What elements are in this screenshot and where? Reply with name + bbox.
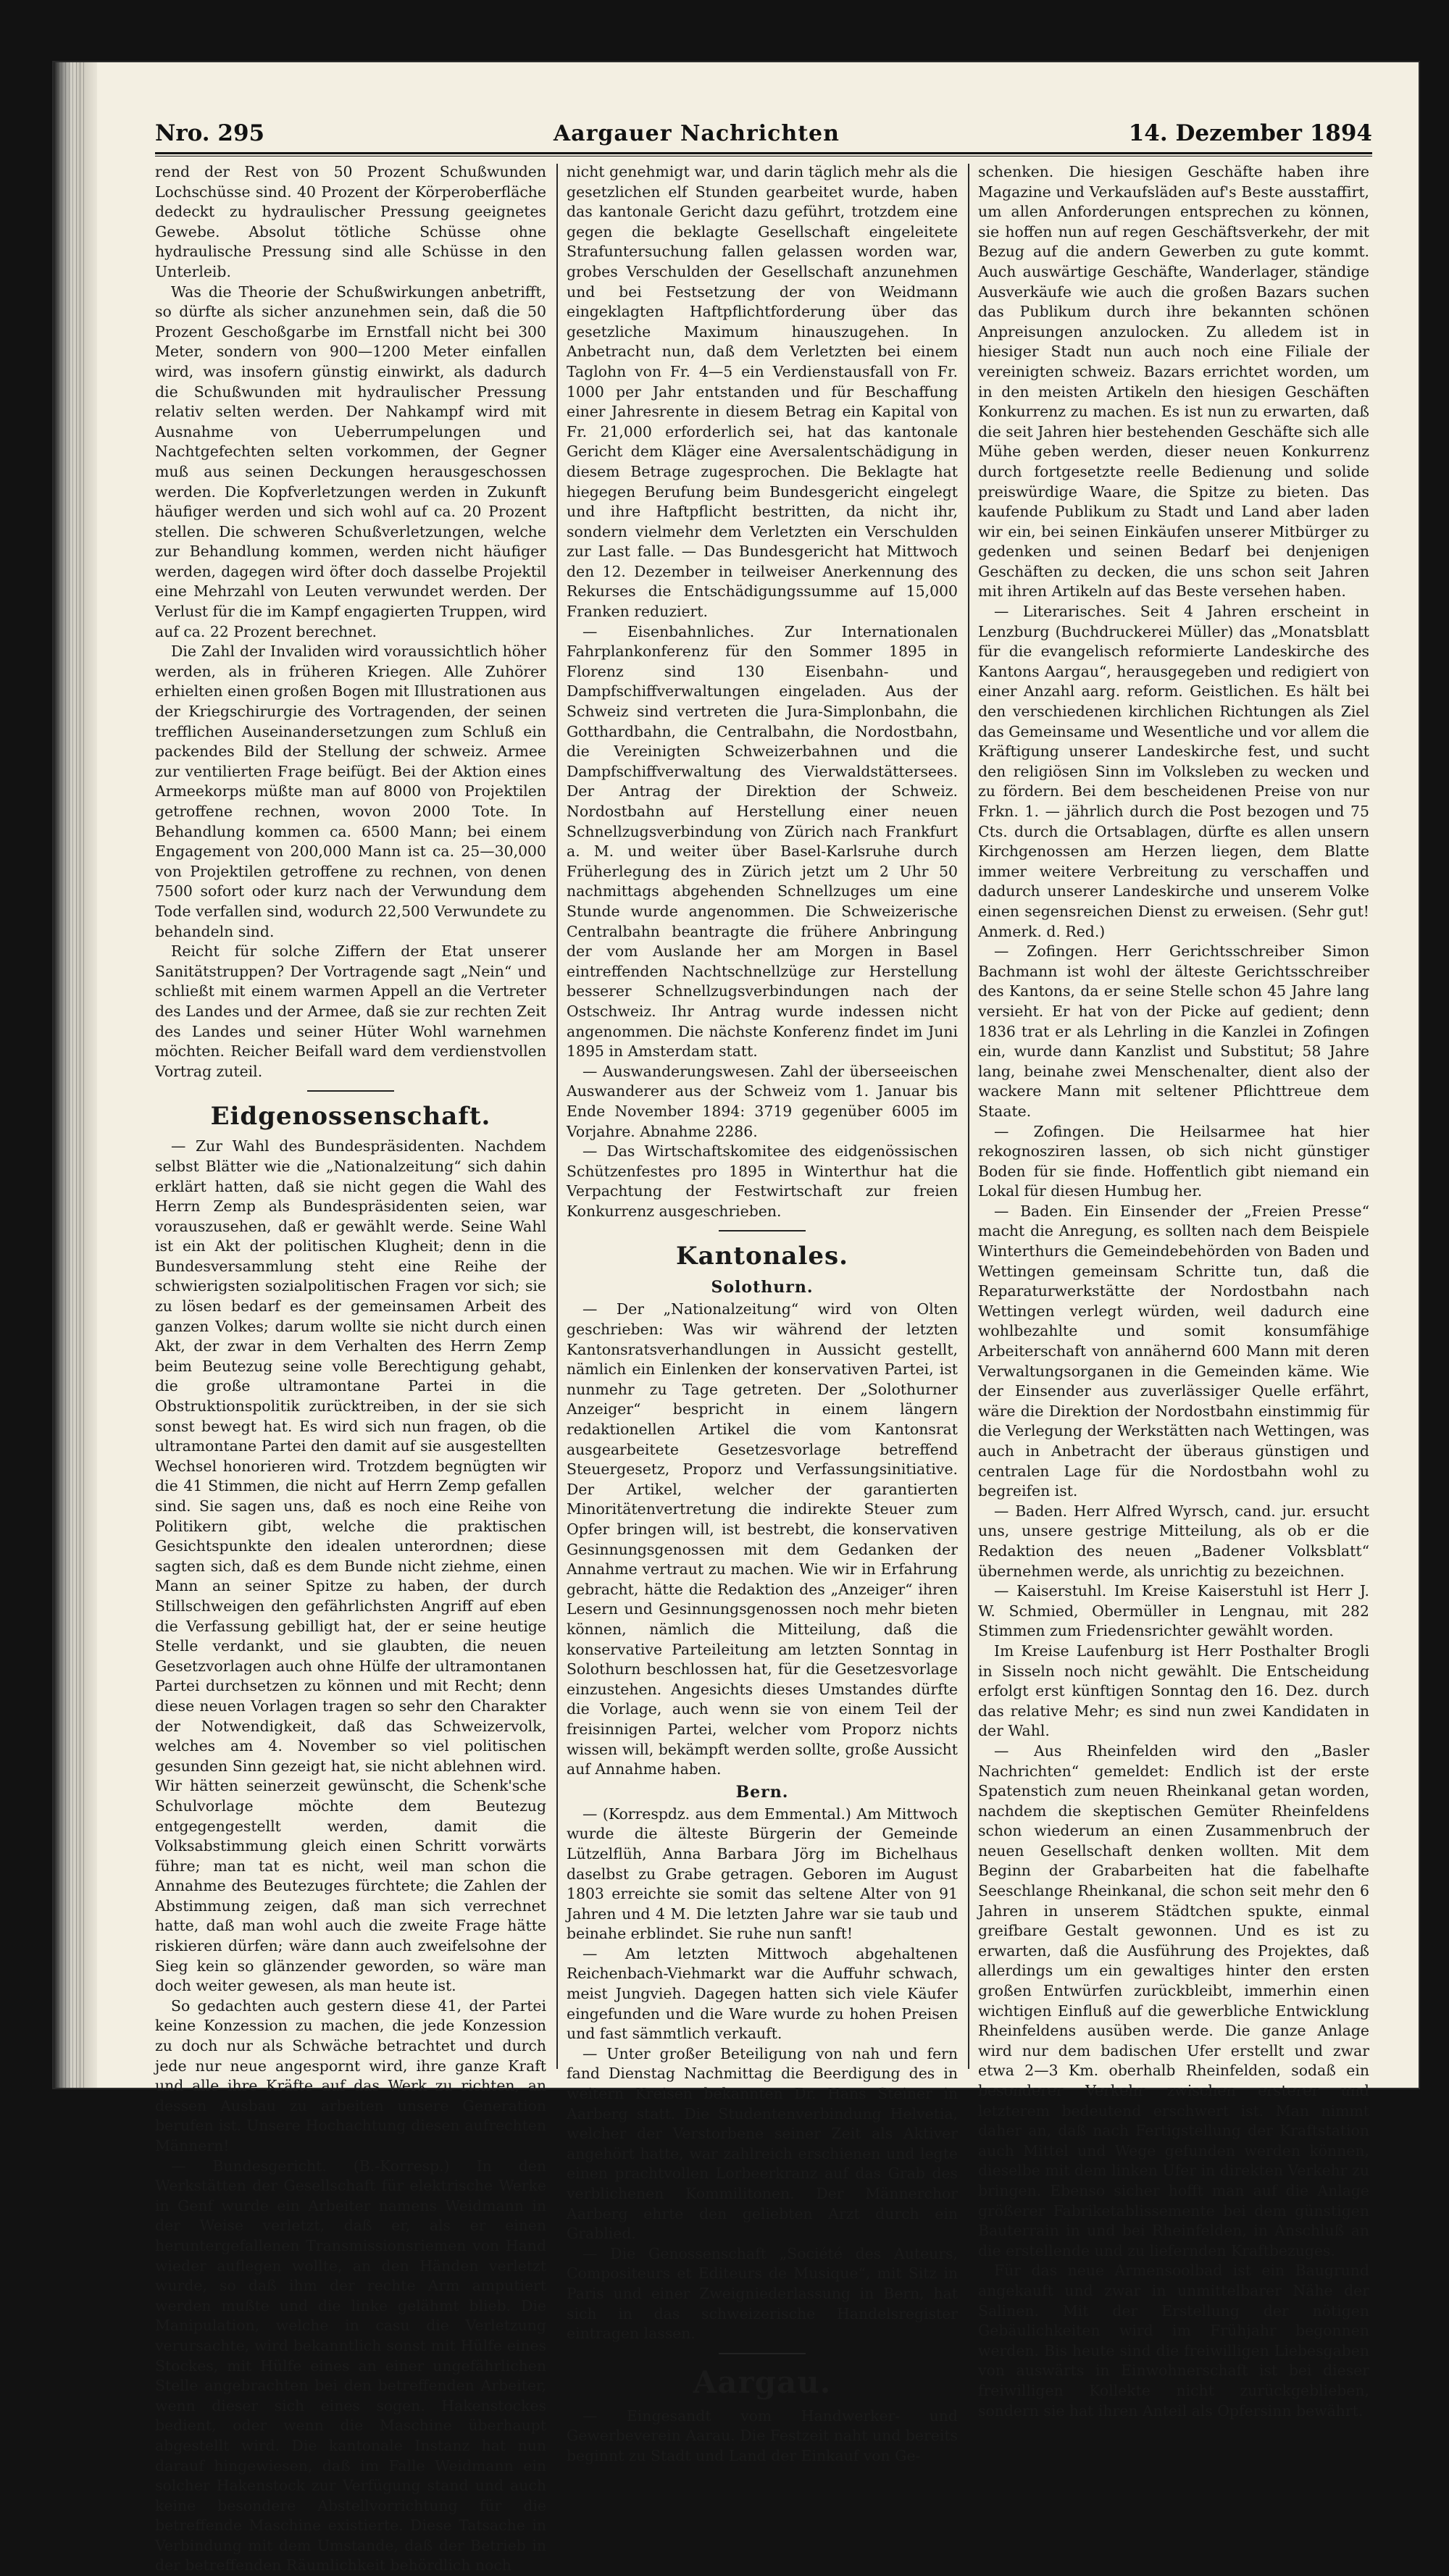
paragraph: — Baden. Herr Alfred Wyrsch, cand. jur. ersucht uns, unsere gestrige Mitteilung, als ob er die Redaktion des neuen „Badener Volksblatt“ übernehmen werde, als unrichtig zu bezeichnen. — [978, 1502, 1369, 1580]
paragraph: nicht genehmigt war, und darin täglich mehr als die gesetzlichen elf Stunden gearbeitet wurde, haben das kantonale Gericht dazu geführt, trotzdem eine gegen die beklagte Gesellschaft eingeleitete Strafuntersuchung fallen gelassen worden war, grobes Verschulden der Gesellschaft anzunehmen und bei Festsetzung der von Weidmann eingeklagten Haftpflichtforderung über das gesetzliche Maximum hinauszugehen. In Anbetracht nun, daß dem Verletzten bei einem Taglohn von Fr. 4—5 ein Verdienstausfall von Fr. 1000 per Jahr entstanden und für Beschaffung einer Jahresrente in diesem Betrag ein Kapital von Fr. 21,000 erforderlich sei, hat das kantonale Gericht dem Kläger eine Aversalentschädigung in diesem Betrage zugesprochen. Die Beklagte hat hiegegen Berufung beim Bundesgericht eingelegt und ihre Haftpflicht bestritten, da nicht ihr, sondern vielmehr dem Verletzten ein Verschulden zur Last falle. — Das Bundesgericht hat Mittwoch den 12. Dezember in teilweiser Anerkennung des Rekurses die Entschädigungssumme auf 15,000 Franken reduziert. — [567, 163, 958, 621]
column-2 — [567, 162, 958, 2464]
separator-rule — [719, 1230, 806, 1231]
page-stack-lines — [58, 62, 87, 2088]
section-heading-eidgenossenschaft: Eidgenossenschaft. — [210, 1102, 491, 1132]
paragraph: schenken. Die hiesigen Geschäfte haben ihre Magazine und Verkaufsläden auf's Beste ausstaffirt, um allen Anforderungen entsprechen zu können, sie hoffen nun auf regen Geschäftsverkehr, der mit Bezug auf die andern Gewerben zu gute kommt. Auch auswärtige Geschäfte, Wanderlager, ständige Ausverkäufe wie auch die großen Bazars suchen das Publikum durch ihre bekannten schönen Anpreisungen anzulocken. Zu alledem ist in hiesiger Stadt nun auch noch eine Filiale der vereinigten schweiz. Bazars errichtet worden, um in den meisten Artikeln den hiesigen Geschäften Konkurrenz zu machen. Es ist nun zu erwarten, daß die seit Jahren hier bestehenden Geschäfte sich alle Mühe geben werden, dieser neuen Konkurrenz durch fortgesetzte reelle Bedienung und solide preiswürdige Waare, die Spitze zu bieten. Das kaufende Publikum zu Stadt und Land aber laden wir ein, bei seinen Einkäufen unserer Mitbürger zu gedenken und seinen Bedarf bei denjenigen Geschäften zu decken, die uns schon seit Jahren mit ihren Artikeln auf das Beste versehen haben. — [978, 163, 1369, 601]
newspaper-title: Aargauer Nachrichten — [553, 120, 840, 146]
paragraph: — Das Wirtschaftskomitee des eidgenössischen Schützenfestes pro 1895 in Winterthur hat die Verpachtung der Festwirtschaft zur freien Konkurrenz ausgeschrieben. — [567, 1142, 958, 1220]
paragraph: — Bundesgericht. (B.-Korresp.) In den Werkstätten der Gesellschaft für elektrische Werke in Genf wurde ein Arbeiter namens Weidmann in der Weise verletzt, daß er, als er einen heruntergefallenen Transmissionsriemen von Hand wieder auflegen wollte, an den Händen verletzt wurde, so daß ihm der rechte Arm amputiert werden mußte und die linke gelähmt blieb. Die Manipulation, welche in casu die Verletzung verursachte, wird bekanntlich sonst mit Hülfe eines Stockes, mit Hülfe eines an einer ungefährlichen Stelle angebrachten bei den betreffenden Arbeiter, wenn dieser sich eines sogen. Hakenstockes bedient, oder wenn die Maschine überhaupt abgestellt wird. Die kantonale Instanz hat nun darauf hingewiesen, daß im Falle Weidmann ein solcher Hakenstock zur Verfügung stand und auch keine besondere Abstellvorrichtung für die betreffende Maschine existierte. Diese Tatsache in Verbindung mit dem Umstande, daß der Betrieb in der betreffenden Räumlichkeit behördlich noch — [155, 2157, 546, 2575]
paragraph: — Eisenbahnliches. Zur Internationalen Fahrplankonferenz für den Sommer 1895 in Florenz sind 130 Eisenbahn- und Dampfschiffverwaltungen eingeladen. Aus der Schweiz sind vertreten die Jura-Simplonbahn, die Gotthardbahn, die Centralbahn, die Nordostbahn, die Vereinigten Schweizerbahnen und die Dampfschiffverwaltung des Vierwaldstättersees. Der Antrag der Direktion der Schweiz. Nordostbahn auf Herstellung einer neuen Schnellzugsverbindung von Zürich nach Frankfurt a. M. und weiter über Basel-Karlsruhe durch Früherlegung des in Zürich jetzt um 2 Uhr 50 nachmittags abgehenden Schnellzuges um eine Stunde wurde angenommen. Die Schweizerische Centralbahn beantragte die frühere Anbringung der vom Auslande her am Morgen in Basel eintreffenden Nachtschnellzüge zur Herstellung besserer Schnellzugsverbindungen nach der Ostschweiz. Ihr Antrag wurde indessen nicht angenommen. Die nächste Konferenz findet im Juni 1895 in Amsterdam statt. — [567, 622, 958, 1061]
column-1 — [155, 162, 546, 2575]
separator-rule — [719, 2353, 806, 2354]
paragraph: — Eingesandt vom Handwerker- und Gewerbeverein Aarau. Die Festzeit naht und bereits beginnt zu Stadt und Land der Einkauf von Ge- — [567, 2406, 958, 2464]
issue-date: 14. Dezember 1894 — [1128, 120, 1372, 146]
paragraph: Die Zahl der Invaliden wird voraussichtlich höher werden, als in früheren Kriegen. Alle Zuhörer erhielten einen großen Bogen mit Illustrationen aus der Kriegschirurgie des Vortragenden, der seinen trefflichen Auseinandersetzungen zum Schluß ein packendes Bild der Stellung der schweiz. Armee zur ventilierten Frage beifügt. Bei der Aktion eines Armeekorps müßte man auf 8000 von Projektilen getroffene rechnen, wovon 2000 Tote. In Behandlung kommen ca. 6500 Mann; bei einem Engagement von 200,000 Mann ist ca. 25—30,000 von Projektilen getroffene zu rechnen, von denen 7500 sofort oder kurz nach der Verwundung dem Tode verfallen sind, wodurch 22,500 Verwundete zu behandeln sind. — [155, 643, 546, 940]
paragraph: Reicht für solche Ziffern der Etat unserer Sanitätstruppen? Der Vortragende sagt „Nein“ und schließt mit einem warmen Appell an die Vertreter des Landes und der Armee, daß sie zur rechten Zeit des Landes und seiner Hüter Wohl warnehmen möchten. Reicher Beifall ward dem verdienstvollen Vortrag zuteil. — [155, 942, 546, 1080]
subsection-heading-bern: Bern. — [735, 1782, 789, 1802]
paragraph: — Am letzten Mittwoch abgehaltenen Reichenbach-Viehmarkt war die Auffuhr schwach, meist Jungvieh. Dagegen hatten sich viele Käufer eingefunden und die Ware wurde zu hohen Preisen und fast sämmtlich verkauft. — [567, 1944, 958, 2043]
paragraph: — Baden. Ein Einsender der „Freien Presse“ macht die Anregung, es sollten nach dem Beispiele Winterthurs die Gemeindebehörden von Baden und Wettingen gemeinsam Schritte tun, daß die Reparaturwerkstätte der Nordostbahn nach Wettingen verlegt würden, weil dadurch eine wohlbezahlte und somit konsumfähige Arbeiterschaft von annähernd 600 Mann mit deren Verwaltungsorganen in die Gemeinden käme. Wie der Einsender aus zuverlässiger Quelle erfährt, wäre die Direktion der Nordostbahn einstimmig für die Verlegung der Werkstätten nach Wettingen, was auch in Anbetracht der überaus günstigen und centralen Lage für die Nordostbahn wohl zu begreifen ist. — [978, 1202, 1369, 1500]
paragraph: — Auswanderungswesen. Zahl der überseeischen Auswanderer aus der Schweiz vom 1. Januar bis Ende November 1894: 3719 gegenüber 6005 im Vorjahre. Abnahme 2286. — [567, 1062, 958, 1140]
issue-number: Nro. 295 — [155, 120, 265, 146]
page-binding-edge — [54, 62, 97, 2088]
paragraph: rend der Rest von 50 Prozent Schußwunden Lochschüsse sind. 40 Prozent der Körperoberfläche dedeckt zu hydraulischer Pressung geeignetes Gewebe. Absolut tötliche Schüsse ohne hydraulische Pressung sind alle Schüsse in den Unterleib. — [155, 163, 546, 280]
separator-rule — [307, 1090, 394, 1092]
page-header — [155, 116, 1372, 151]
section-heading-kantonales: Kantonales. — [676, 1242, 848, 1271]
section-heading-aargau: Aargau. — [693, 2364, 832, 2400]
column-rule — [968, 164, 969, 2069]
paragraph: Für das neue Armensoolbad ist ein Baugrund angekauft und zwar in unmittelbarer Nähe der Salinen. Mit der Erstellung der nötigen Gebäulichkeiten wird im Frühjahr begonnen werden. Bis heute sind die freiwilligen Liebesgaben von auswärts in Einwohnerschaft ist bei dieser freiwilligen Kollekte nicht zurückgeblieben, sondern sie hat ihren Anteil als Opfersinn bewährt. — [978, 2262, 1369, 2420]
paragraph: — Unter großer Beteiligung von nah und fern fand Dienstag Nachmittag die Beerdigung des in weitern Kreisen bekannten Dr. Hans Steiner in Aarberg statt. Die Studentenverbindung Helvetia, welcher der Verstorbene seiner Zeit als Aktiver angehört hatte, war zahlreich erschienen und legte einen prachtvollen Lorbeerkranz auf das Grab des verblichenen Kommilitonen. Der Männerchor Aarberg ehrte den geliebten Arzt durch ein Grablied. — [567, 2044, 958, 2243]
paragraph: So gedachten auch gestern diese 41, der Partei keine Konzession zu machen, die jede Konzession zu doch nur als Schwäche betrachtet und durch jede nur neue angespornt wird, ihre ganze Kraft und alle ihre Kräfte auf das Werk zu richten, an dessen Ausbau zu arbeiten unsere Generation berufen ist. Unsere Hochachtung diesen aufrechten Männern! — [155, 1996, 546, 2154]
paragraph: — Zofingen. Herr Gerichtsschreiber Simon Bachmann ist wohl der älteste Gerichtsschreiber des Kantons, da er seine Stelle schon 45 Jahre lang versieht. Er hat von der Picke auf gedient; denn 1836 trat er als Lehrling in die Kanzlei in Zofingen ein, wurde dann Kanzlist und Substitut; 58 Jahre lang, beinahe zwei Menschenalter, dient also der wackere Mann mit seltener Pflichttreue dem Staate. — [978, 942, 1369, 1120]
paragraph: — Die Genossenschaft „Société des Auteurs, Compositeurs et Editeurs de Musique“, mit Sitz in Paris und einer Zweigniederlassung in Bern, hat sich in das schweizerische Handelsregister eintragen lassen. — [567, 2244, 958, 2343]
paragraph: Im Kreise Laufenburg ist Herr Posthalter Brogli in Sisseln noch nicht gewählt. Die Entscheidung erfolgt erst künftigen Sonntag den 16. Dez. durch das relative Mehr; es sind nun zwei Kandidaten in der Wahl. — [978, 1642, 1369, 1740]
paragraph: — Kaiserstuhl. Im Kreise Kaiserstuhl ist Herr J. W. Schmied, Obermüller in Lengnau, mit 282 Stimmen zum Friedensrichter gewählt worden. — [978, 1582, 1369, 1640]
header-rule — [155, 152, 1372, 154]
column-rule — [556, 164, 558, 2069]
paragraph: — Zur Wahl des Bundespräsidenten. Nachdem selbst Blätter wie die „Nationalzeitung“ sich dahin erklärt hatten, daß sie nicht gegen die Wahl des Herrn Zemp als Bundespräsidenten seien, war vorauszusehen, daß er gewählt werde. Seine Wahl ist ein Akt der politischen Klugheit; denn in die Bundesversammlung steht eine Reihe der schwierigsten sozialpolitischen Fragen vor sich; sie zu lösen bedarf es der gemeinsamen Arbeit des ganzen Volkes; darum wollte sie nicht durch einen Akt, der zwar in dem Verhalten des Herrn Zemp beim Beutezug seine volle Berechtigung gehabt, die große ultramontane Partei in die Obstruktionspolitik zurücktreiben, in der sie sich sonst bewegt hat. Es wird sich nun fragen, ob die ultramontane Partei den damit auf sie ausgestellten Wechsel honorieren wird. Trotzdem begnügten wir die 41 Stimmen, die nicht auf Herrn Zemp gefallen sind. Sie sagen uns, daß es noch eine Reihe von Politikern gibt, welche die praktischen Gesichtspunkte den idealen unterordnen; diese sagten sich, daß es dem Bunde nicht ziehme, einen Mann an seiner Spitze zu haben, der durch Stillschweigen den gefährlichsten Angriff auf eben die Verfassung gebilligt hat, der er seine heutige Stelle verdankt, und sie glaubten, die neuen Gesetzvorlagen auch ohne Hülfe der ultramontanen Partei durchsetzen zu können und mit Recht; denn diese neuen Vorlagen tragen so sehr den Charakter der Notwendigkeit, daß das Schweizervolk, welches am 4. November so viel politischen gesunden Sinn gezeigt hat, sie nicht ablehnen wird. Wir hätten seinerzeit gewünscht, die Schenk'sche Schulvorlage möchte dem Beutezug entgegengestellt werden, damit die Volksabstimmung gleich einen Schritt vorwärts führe; man tat es nicht, weil man schon die Annahme des Beutezuges fürchtete; die Zahlen der Abstimmung zeigen, daß man sich verrechnet hatte, daß man wohl auch die zweite Frage hätte riskieren dürfen; wäre dann auch zweifelsohne der Sieg kein so glänzender geworden, so wäre man doch weiter gewesen, als man heute ist. — [155, 1137, 546, 1995]
paragraph: — Zofingen. Die Heilsarmee hat hier rekognosziren lassen, ob sich nicht günstiger Boden für sie finde. Hoffentlich gibt niemand ein Lokal für diesen Humbug her. — [978, 1122, 1369, 1200]
paragraph: — Aus Rheinfelden wird den „Basler Nachrichten“ gemeldet: Endlich ist der erste Spatenstich zum neuen Rheinkanal getan worden, nachdem die skeptischen Gemüter Rheinfeldens schon wiederum an einen Zusammenbruch der neuen Gesellschaft denken wollten. Mit dem Beginn der Grabarbeiten hat die fabelhafte Seeschlange Rheinkanal, die schon seit mehr den 6 Jahren in unserem Städtchen spukte, einmal greifbare Gestalt gewonnen. Und es ist zu erwarten, daß die Ausführung des Projektes, daß allerdings um ein gewaltiges hinter den ersten großen Entwürfen zurückbleibt, immerhin einen wichtigen Einfluß auf die gewerbliche Entwicklung Rheinfeldens ausüben werde. Die ganze Anlage wird nur dem badischen Ufer erstellt und zwar etwa 2—3 Km. oberhalb Rheinfelden, sodaß ein besonderer Verkehr zwischen ersterer und letzterem bedeutend erschwert ist. Man nimmt daher an, daß nach Fertigstellung der Kraftstation auch Mittel und Wege gefunden werden können, dieselbe mit dem linken Ufer in direkten Verkehr zu bringen. Ebenso sicher hofft man auf die Anlage größerer Fabriketablissemente bei dem günstigen Bauterrain in und bei Rheinfelden, in Anschluß an die erstellende und zu liefernden Kraftbezuges. — [978, 1741, 1369, 2259]
subsection-heading-solothurn: Solothurn. — [711, 1278, 814, 1297]
newspaper-page — [54, 62, 1419, 2575]
paragraph: — (Korrespdz. aus dem Emmental.) Am Mittwoch wurde die älteste Bürgerin der Gemeinde Lützelflüh, Anna Barbara Jörg im Bichelhaus daselbst zu Grabe getragen. Geboren im August 1803 erreichte sie somit das seltene Alter von 91 Jahren und 4 M. Die letzten Jahre war sie taub und beinahe erblindet. Sie ruhe nun sanft! — [567, 1805, 958, 1943]
column-3 — [978, 162, 1369, 2420]
paragraph: — Literarisches. Seit 4 Jahren erscheint in Lenzburg (Buchdruckerei Müller) das „Monatsblatt für die evangelisch reformierte Landeskirche des Kantons Aargau“, herausgegeben und redigiert von einer Anzahl aarg. reform. Geistlichen. Es hält bei den verschiedenen kirchlichen Richtungen als Ziel das Gemeinsame und Wesentliche und vor allem die Kräftigung unserer Landeskirche fest, und sucht den religiösen Sinn im Volksleben zu wecken und zu fördern. Bei dem bescheidenen Preise von nur Frkn. 1. — jährlich durch die Post bezogen und 75 Cts. durch die Ortsablagen, dürfte es allen unsern Kirchgenossen am Herzen liegen, dem Blatte immer weitere Verbreitung zu verschaffen und dadurch unserer Landeskirche und unserem Volke einen segensreichen Dienst zu erweisen. (Sehr gut! Anmerk. d. Red.) — [978, 603, 1369, 940]
paragraph: Was die Theorie der Schußwirkungen anbetrifft, so dürfte als sicher anzunehmen sein, daß die 50 Prozent Geschoßgarbe im Ernstfall nicht bei 300 Meter, sondern von 900—1200 Meter einfallen wird, was insofern günstig einwirkt, als dadurch die Schußwunden mit hydraulischer Pressung relativ selten werden. Der Nahkampf wird mit Ausnahme von Ueberrumpelungen und Nachtgefechten selten vorkommen, der Gegner muß aus seinen Deckungen herausgeschossen werden. Die Kopfverletzungen werden in Zukunft häufiger werden und sich wohl auf ca. 20 Prozent stellen. Die schweren Schußverletzungen, welche zur Behandlung kommen, werden nicht häufiger werden, dagegen wird öfter doch dasselbe Projektil eine Mehrzahl von Leuten verwundet werden. Der Verlust für die im Kampf engagierten Truppen, wird auf ca. 22 Prozent berechnet. — [155, 283, 546, 640]
paragraph: — Der „Nationalzeitung“ wird von Olten geschrieben: Was wir während der letzten Kantonsratsverhandlungen in Aussicht gestellt, nämlich ein Einlenken der konservativen Partei, ist nunmehr zu Tage getreten. Der „Solothurner Anzeiger“ bespricht in einem längern redaktionellen Artikel die vom Kantonsrat ausgearbeitete Gesetzesvorlage betreffend Steuergesetz, Proporz und Verfassungsinitiative. Der Artikel, welcher der garantierten Minoritätenvertretung die indirekte Steuer zum Opfer bringen will, ist bestrebt, die konservativen Gesinnungsgenossen mit dem Gedanken der Annahme vertraut zu machen. Wie wir in Erfahrung gebracht, hätte die Redaktion des „Anzeiger“ ihren Lesern und Gesinnungsgenossen noch mehr bieten können, nämlich die Mitteilung, daß die konservative Parteileitung am letzten Sonntag in Solothurn beschlossen hat, für die Gesetzesvorlage einzustehen. Angesichts dieses Umstandes dürfte die Vorlage, auch wenn sie von einem Teil der freisinnigen Partei, welcher vom Proporz nichts wissen will, bekämpft werden sollte, große Aussicht auf Annahme haben. — [567, 1300, 958, 1778]
